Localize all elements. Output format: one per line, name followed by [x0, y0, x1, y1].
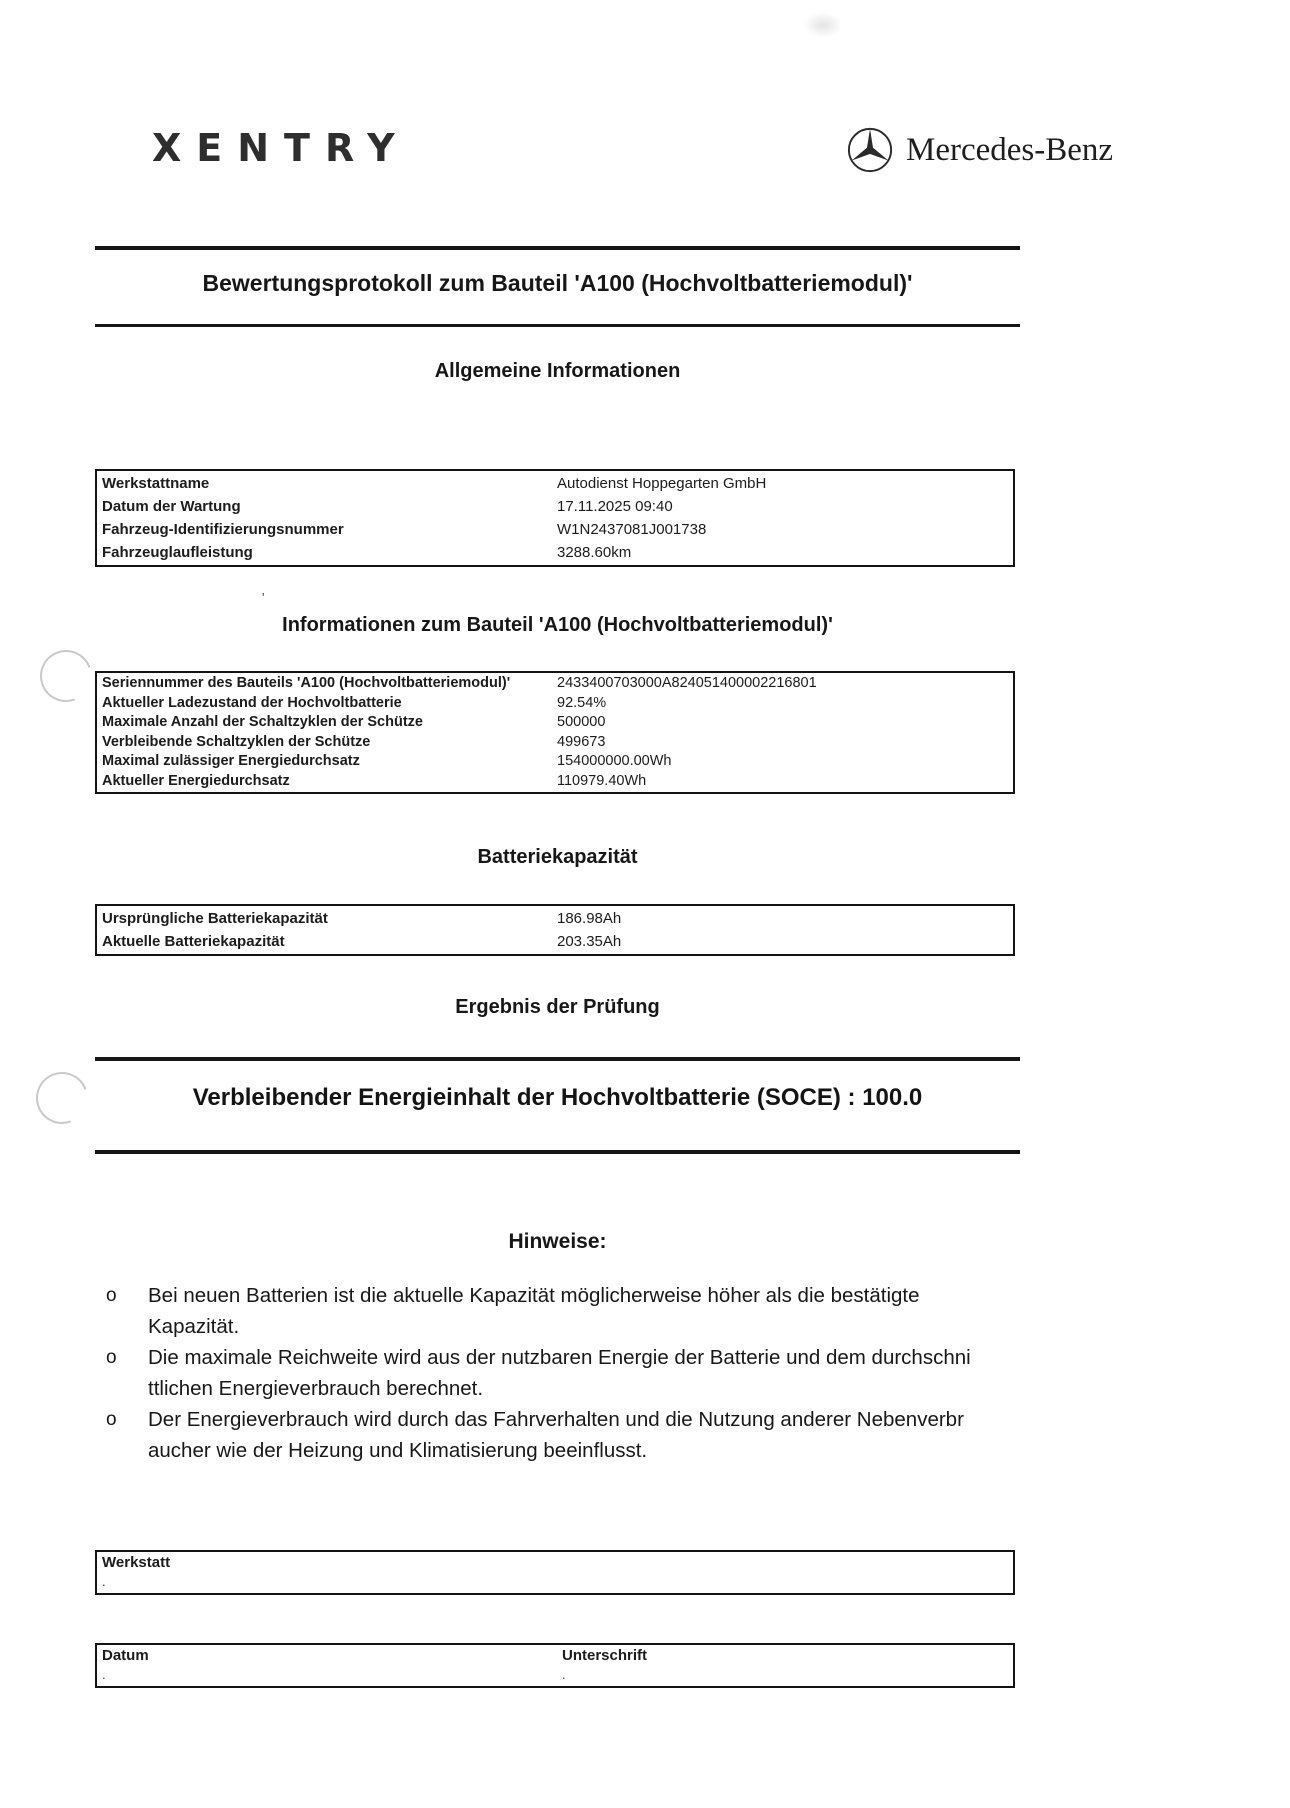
row-label: Datum der Wartung: [102, 498, 241, 515]
bullet-marker: o: [106, 1409, 117, 1430]
unterschrift-cell: [557, 1646, 1013, 1684]
soce-result-line: Verbleibender Energieinhalt der Hochvoltbatterie (SOCE) : 100.0: [192, 1084, 923, 1111]
punch-hole-artifact: [27, 1063, 96, 1132]
row-label: Aktueller Ladezustand der Hochvoltbatterie: [102, 694, 402, 711]
table-row: [97, 907, 1013, 930]
row-label: Seriennummer des Bauteils 'A100 (Hochvoltbatteriemodul)': [102, 675, 511, 691]
table-row: [97, 518, 1013, 541]
row-value: 92.54%: [557, 694, 607, 711]
row-label: Aktuelle Batteriekapazität: [102, 933, 285, 950]
table-row: [97, 694, 1013, 714]
row-value: 17.11.2025 09:40: [557, 498, 673, 515]
row-value: 203.35Ah: [557, 933, 622, 950]
horizontal-rule: [95, 324, 1020, 327]
bullet-marker: o: [106, 1347, 117, 1368]
horizontal-rule: [95, 1150, 1020, 1154]
scan-smudge: [803, 12, 843, 38]
row-value: 3288.60km: [557, 544, 632, 561]
mercedes-star-icon: [846, 126, 894, 174]
section-heading-notes: Hinweise:: [508, 1230, 607, 1253]
horizontal-rule: [95, 246, 1020, 250]
note-text: Die maximale Reichweite wird aus der nutzbaren Energie der Batterie und dem durchschni ttlichen Energieverbrauch berechnet.: [148, 1346, 971, 1400]
werkstatt-value: .: [102, 1574, 106, 1589]
capacity-table: [95, 904, 1015, 956]
table-row: [97, 495, 1013, 518]
row-label: Werkstattname: [102, 475, 210, 492]
table-row: [97, 772, 1013, 792]
section-heading-component: Informationen zum Bauteil 'A100 (Hochvoltbatteriemodul)': [282, 614, 833, 636]
row-label: Fahrzeug-Identifizierungsnummer: [102, 521, 344, 538]
table-row: [97, 472, 1013, 495]
unterschrift-value: .: [562, 1667, 566, 1682]
row-value: 500000: [557, 714, 606, 730]
row-value: 110979.40Wh: [557, 772, 647, 789]
general-info-table: [95, 469, 1015, 567]
note-text: Bei neuen Batterien ist die aktuelle Kapazität möglicherweise höher als die bestätigte Kapazität.: [148, 1284, 920, 1338]
section-heading-general: Allgemeine Informationen: [434, 360, 681, 382]
table-row: [97, 733, 1013, 753]
list-item: [106, 1280, 1036, 1342]
section-heading-result: Ergebnis der Prüfung: [455, 996, 660, 1018]
notes-list: [106, 1280, 1036, 1466]
component-info-table: [95, 671, 1015, 794]
datum-unterschrift-box: [95, 1643, 1015, 1688]
row-value: 154000000.00Wh: [557, 753, 672, 769]
row-value: 186.98Ah: [557, 910, 622, 927]
row-label: Aktueller Energiedurchsatz: [102, 772, 290, 789]
punch-hole-artifact: [31, 641, 100, 710]
row-value: W1N2437081J001738: [557, 521, 707, 538]
mercedes-benz-wordmark: Mercedes-Benz: [906, 131, 1114, 168]
xentry-logo: XENTRY: [152, 126, 410, 170]
datum-label: Datum: [102, 1647, 149, 1664]
row-label: Maximale Anzahl der Schaltzyklen der Schütze: [102, 714, 423, 730]
table-row: [97, 674, 1013, 694]
row-label: Fahrzeuglaufleistung: [102, 544, 253, 561]
row-label: Maximal zulässiger Energiedurchsatz: [102, 753, 360, 769]
werkstatt-field-box: [95, 1550, 1015, 1595]
unterschrift-label: Unterschrift: [562, 1647, 648, 1664]
row-label: Verbleibende Schaltzyklen der Schütze: [102, 733, 371, 750]
row-value: 2433400703000A824051400002216801: [557, 675, 817, 691]
datum-cell: [97, 1646, 557, 1684]
bullet-marker: o: [106, 1285, 117, 1306]
horizontal-rule: [95, 1057, 1020, 1061]
table-row: [97, 713, 1013, 733]
list-item: [106, 1342, 1036, 1404]
list-item: [106, 1404, 1036, 1466]
werkstatt-label: Werkstatt: [102, 1554, 171, 1571]
datum-value: .: [102, 1667, 106, 1682]
table-row: [97, 541, 1013, 564]
row-value: 499673: [557, 733, 606, 750]
document-title: Bewertungsprotokoll zum Bauteil 'A100 (Hochvoltbatteriemodul)': [202, 270, 913, 296]
section-heading-capacity: Batteriekapazität: [477, 846, 638, 868]
table-row: [97, 752, 1013, 772]
row-value: Autodienst Hoppegarten GmbH: [557, 475, 767, 492]
table-row: [97, 930, 1013, 953]
row-label: Ursprüngliche Batteriekapazität: [102, 910, 328, 927]
scan-tick-artifact: ': [262, 590, 265, 605]
note-text: Der Energieverbrauch wird durch das Fahrverhalten und die Nutzung anderer Nebenverbr aucher wie der Heizung und Klimatisierung beeinflusst.: [148, 1408, 964, 1462]
mercedes-benz-logo: [846, 126, 1113, 174]
